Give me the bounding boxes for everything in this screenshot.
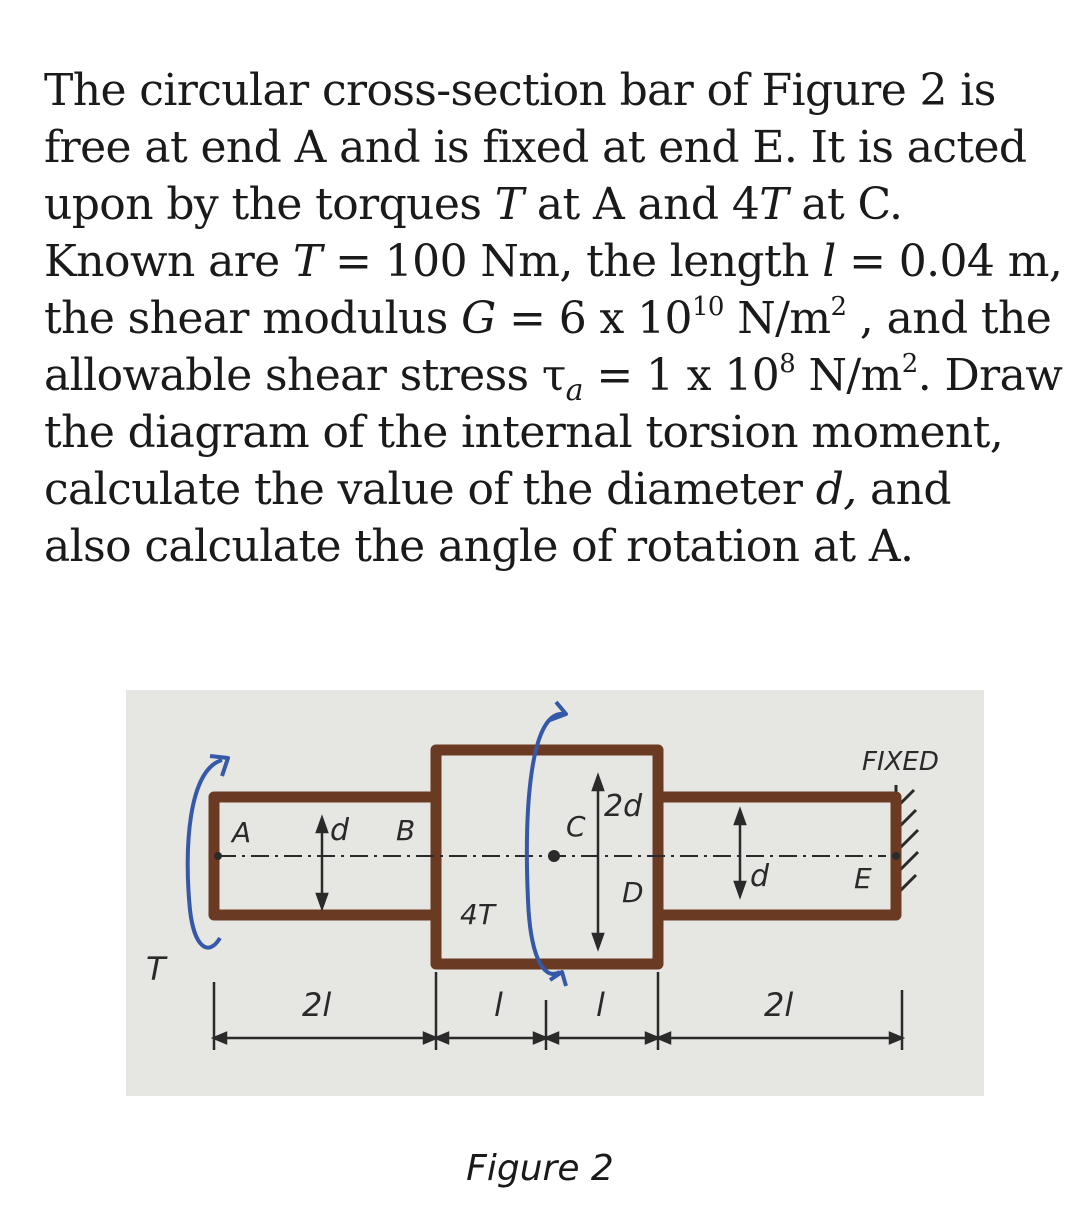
problem-text-span: also calculate the angle of rotation at A. [44,521,914,572]
problem-text-span: . Draw [917,350,1063,401]
problem-line-5 [44,290,1054,347]
problem-text-span: , and the [846,293,1052,344]
label-a: A [232,816,252,849]
problem-text-span: = 100 Nm, the length [321,236,823,287]
label-d-right: d [750,859,770,894]
exponent: 8 [779,349,796,379]
point-a-dot [214,852,222,860]
problem-text-span: N/m [723,293,831,344]
problem-text-span: free at end A and is fixed at end E. It is acted [44,122,1027,173]
symbol-l: l [822,236,836,287]
symbol-T: T [292,236,322,287]
exponent: 2 [830,292,847,322]
problem-line-2 [44,119,1054,176]
label-l-first: l [494,986,503,1024]
exponent: 10 [691,292,724,322]
problem-text-span: The circular cross-section bar of Figure 2 is [44,65,996,116]
problem-text-span: allowable shear stress τ [44,350,566,401]
problem-text-span: the diagram of the internal torsion moment, [44,407,1004,458]
symbol-d: d, [815,464,857,515]
label-4t: 4T [460,898,495,931]
label-fixed: FIXED [862,747,939,777]
problem-line-9 [44,518,1054,575]
figure-caption: Figure 2 [466,1148,614,1189]
problem-line-8 [44,461,1054,518]
problem-text-span: = 1 x 10 [582,350,780,401]
problem-line-7 [44,404,1054,461]
point-e-dot [892,852,900,860]
label-e: E [854,862,872,895]
problem-text-span: = 0.04 m, [835,236,1063,287]
problem-text-span: at C. [787,179,903,230]
problem-line-3 [44,176,1054,233]
symbol-T: T [759,179,788,230]
subscript: a [565,373,583,408]
problem-text-span: at A and 4 [523,179,760,230]
label-b: B [396,814,416,847]
problem-text-span: calculate the value of the diameter [44,464,816,515]
problem-statement [44,62,1063,575]
problem-text-span: the shear modulus [44,293,462,344]
label-d-middle: D [622,876,644,909]
label-2l-right: 2l [764,986,794,1024]
problem-text-span: Known are [44,236,293,287]
problem-text-span: upon by the torques [44,179,495,230]
exponent: 2 [901,349,918,379]
problem-text-span: and [856,464,951,515]
label-d-left: d [330,813,350,848]
symbol-T: T [494,179,524,230]
symbol-G: G [461,293,496,344]
figure-2-sketch [126,690,984,1096]
problem-line-1 [44,62,1054,119]
label-l-second: l [596,986,605,1024]
problem-line-6 [44,347,1063,408]
label-c: C [566,810,586,843]
shaft-diagram [126,690,984,1096]
point-c-dot [548,850,560,862]
label-2d: 2d [604,789,643,824]
label-t: T [146,950,166,988]
label-2l-left: 2l [302,986,332,1024]
problem-line-4 [44,233,1063,290]
problem-text-span: N/m [795,350,902,401]
problem-text-span: = 6 x 10 [495,293,692,344]
